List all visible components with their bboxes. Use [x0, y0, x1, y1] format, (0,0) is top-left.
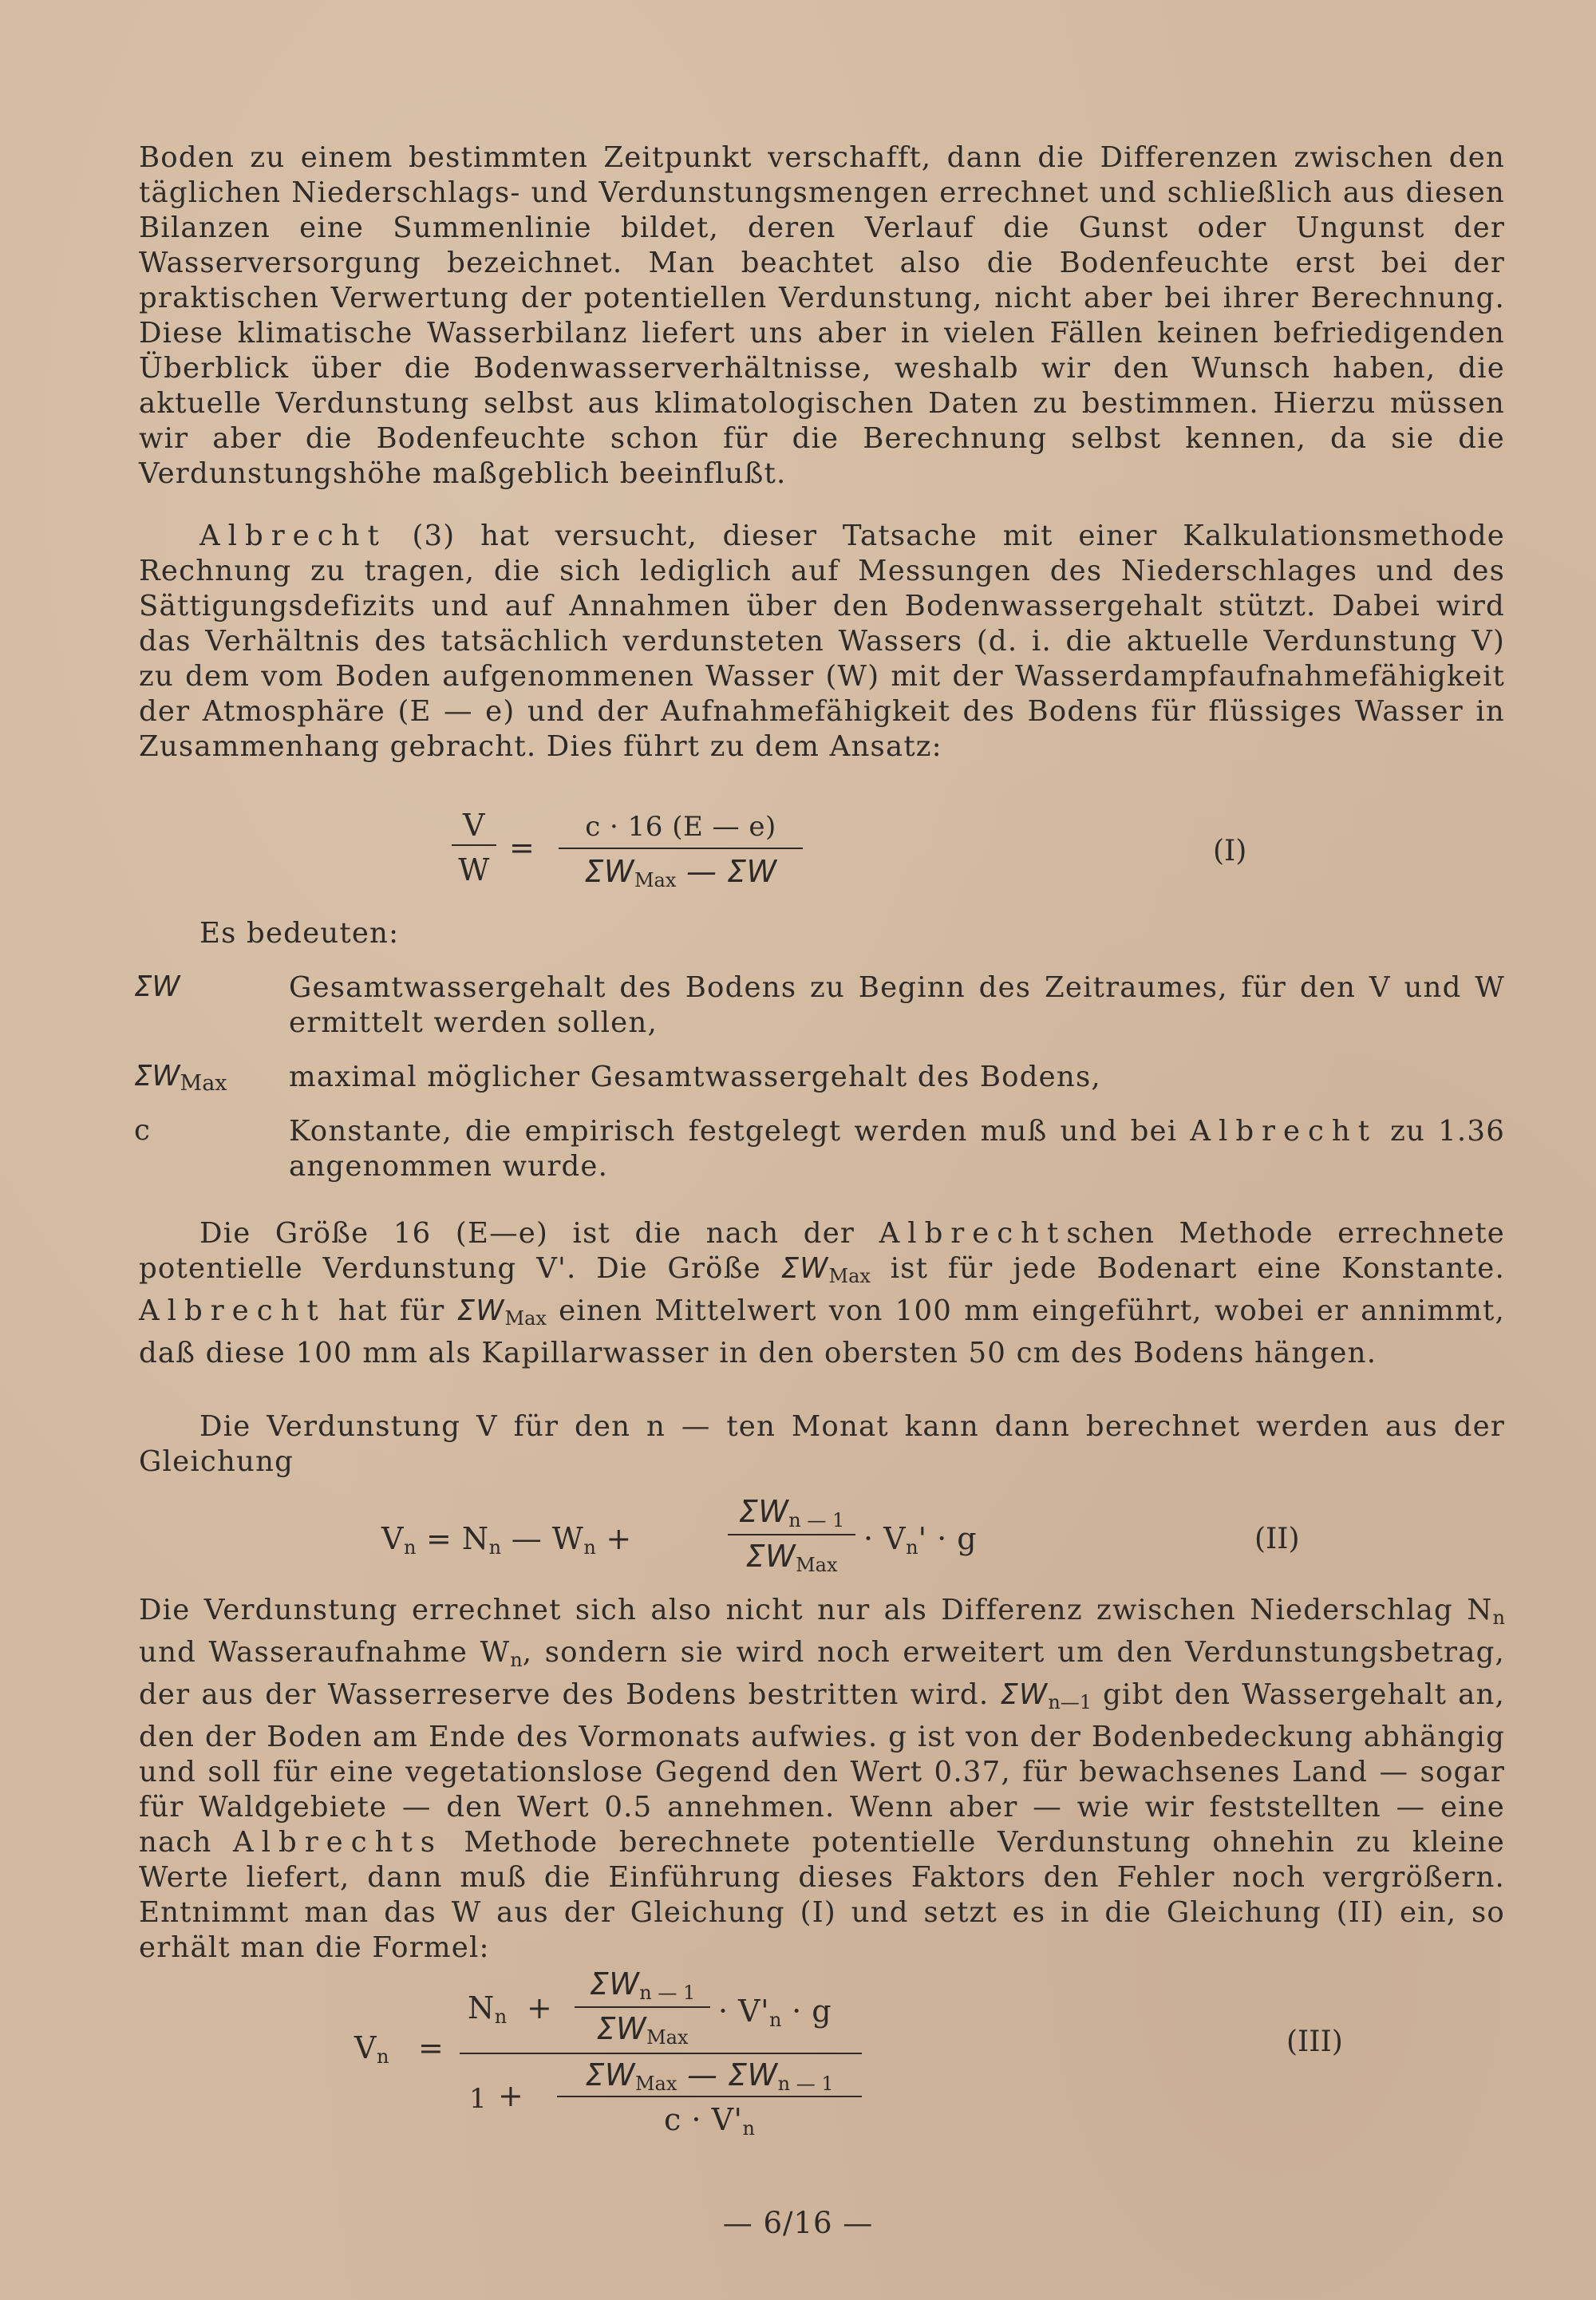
eq3-den-frac-numerator: $\Sigma W_{Max}$ — $\Sigma W_{n — 1}$ [585, 2057, 834, 2095]
eq3-label: (III) [1286, 2025, 1343, 2058]
page-number: — 6/16 — [722, 2206, 874, 2240]
eq1-rhs-numerator: c · 16 (E — e) [585, 811, 776, 843]
eq3-num-frac-denominator: $\Sigma W_{Max}$ [596, 2011, 689, 2049]
definitions-intro: Es bedeuten: [200, 917, 400, 950]
eq1-lhs-numerator: V [463, 808, 485, 843]
eq2-fraction-line [728, 1534, 855, 1535]
eq2-label: (II) [1254, 1523, 1300, 1555]
definition-text-c: Konstante, die empirisch festgelegt werden muß und bei Albrecht zu 1.36 angenommen wurde. [289, 1115, 1505, 1183]
eq2-tail: · $V_n' \cdot g$ [863, 1521, 978, 1559]
eq3-num-plus: + [527, 1990, 553, 2025]
eq3-num-frac-line [575, 2006, 710, 2008]
eq1-equals: = [509, 830, 535, 865]
eq3-den-frac-denominator: $c \cdot V'_n$ [664, 2102, 755, 2140]
paragraph-3: Die Größe 16 (E—e) ist die nach der Albrechtschen Methode errechnete potentielle Verdunstung V'. Die Größe $\Sigma W_{Max}$ ist für jede Bodenart eine Konstante. Albrecht hat für $\Sigma W_{Max}$ einen Mittelwert von 100 mm eingeführt, wobei er annimmt, daß diese 100 mm als Kapillarwasser in den obersten 50 cm des Bodens hängen. [139, 1217, 1506, 1369]
eq3-den-frac-line [557, 2096, 862, 2097]
eq1-label: (I) [1213, 835, 1247, 867]
eq2-fraction-numerator: $\Sigma W_{n — 1}$ [738, 1494, 845, 1531]
paragraph-2 [139, 519, 1505, 765]
definition-text-sum-w: Gesamtwassergehalt des Bodens zu Beginn des Zeitraumes, für den V und W ermittelt werden sollen, [289, 971, 1505, 1039]
eq3-den-plus: + [498, 2078, 524, 2113]
definition-term-sum-w: ΣW [134, 970, 180, 1003]
eq1-rhs-fraction-line [559, 848, 803, 849]
eq3-den-one: 1 [469, 2083, 488, 2115]
definition-term-sum-w-max: $\Sigma W_{Max}$ [134, 1060, 227, 1096]
paragraph-4: Die Verdunstung V für den n — ten Monat kann dann berechnet werden aus der Gleichung [139, 1410, 1505, 1478]
definition-text-sum-w-max: maximal möglicher Gesamtwassergehalt des Bodens, [289, 1061, 1101, 1093]
eq1-rhs-denominator: $\Sigma W_{Max}$ — ΣW [584, 854, 777, 891]
eq3-num-n: $N_n$ [468, 1990, 508, 2028]
eq3-lhs: $V_n$ [354, 2030, 389, 2068]
author-name: Albrecht [200, 520, 387, 552]
eq1-lhs-denominator: W [458, 852, 490, 887]
paragraph-5: Die Verdunstung errechnet sich also nicht nur als Differenz zwischen Niederschlag $N_n$ und Wasseraufnahme $W_n$, sondern sie wird noch erweitert um den Verdunstungsbetrag, der aus der Wasserreserve des Bodens bestritten wird. $\Sigma W_{n—1}$ gibt den Wassergehalt an, den der Boden am Ende des Vormonats aufwies. g ist von der Bodenbedeckung abhängig und soll für eine vegetationslose Gegend den Wert 0.37, für bewachsenes Land — sogar für Waldgebiete — den Wert 0.5 annehmen. Wenn aber — wie wir feststellten — eine nach Albrechts Methode berechnete potentielle Verdunstung ohnehin zu kleine Werte liefert, dann muß die Einführung dieses Faktors den Fehler noch vergrößern. Entnimmt man das W aus der Gleichung (I) und setzt es in die Gleichung (II) ein, so erhält man die Formel: [139, 1594, 1506, 1964]
eq2-left-part: $V_n = N_n$ — $W_n$ + [381, 1521, 632, 1559]
paragraph-1: Boden zu einem bestimmten Zeitpunkt verschafft, dann die Differenzen zwischen den täglichen Niederschlags- und Verdunstungsmengen errechnet und schließlich aus diesen Bilanzen eine Summenlinie bildet, deren Verlauf die Gunst oder Ungunst der Wasserversorgung bezeichnet. Man beachtet also die Bodenfeuchte erst bei der praktischen Verwertung der potentiellen Verdunstung, nicht aber bei ihrer Berechnung. Diese klimatische Wasserbilanz liefert uns aber in vielen Fällen keinen befriedigenden Überblick über die Bodenwasserverhältnisse, weshalb wir den Wunsch haben, die aktuelle Verdunstung selbst aus klimatologischen Daten zu bestimmen. Hierzu müssen wir aber die Bodenfeuchte schon für die Berechnung selbst kennen, da sie die Verdunstungshöhe maßgeblich beeinflußt. [139, 141, 1505, 490]
definition-term-c: c [134, 1114, 150, 1147]
eq1-lhs-fraction-line [452, 844, 496, 846]
paragraph-2-text: (3) hat versucht, dieser Tatsache mit einer Kalkulationsmethode Rechnung zu tragen, die sich lediglich auf Messungen des Niederschlages und des Sättigungsdefizits und auf Annahmen über den Bodenwassergehalt stützt. Dabei wird das Verhältnis des tatsächlich verdunsteten Wassers (d. i. die aktuelle Verdunstung V) zu dem vom Boden aufgenommenen Wasser (W) mit der Wasserdampfaufnahmefähigkeit der Atmosphäre (E — e) und der Aufnahmefähigkeit des Bodens für flüssiges Wasser in Zusammenhang gebracht. Dies führt zu dem Ansatz: [139, 520, 1505, 763]
eq2-fraction-denominator: $\Sigma W_{Max}$ [745, 1539, 838, 1576]
eq3-num-tail: · $V'_n \cdot g$ [718, 1994, 832, 2031]
eq3-num-frac-numerator: $\Sigma W_{n — 1}$ [589, 1966, 696, 2004]
eq3-equals: = [418, 2030, 444, 2065]
eq3-main-fraction-line [460, 2053, 862, 2054]
